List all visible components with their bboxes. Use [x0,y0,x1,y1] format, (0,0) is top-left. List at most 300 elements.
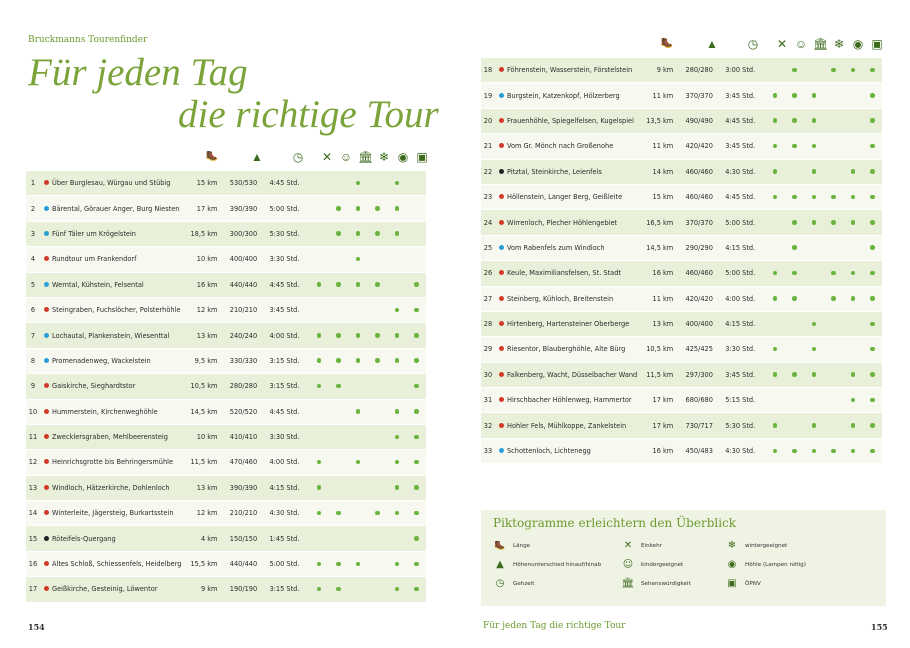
tour-elevation: 370/370 [673,83,725,108]
feature-dot [831,449,836,454]
feature-dot [336,511,341,516]
tour-duration: 4:00 Std. [725,287,765,312]
feature-dot [356,460,361,465]
tour-row [481,261,882,286]
footer-title: Für jeden Tag die richtige Tour [483,621,626,631]
tour-number: 6 [26,298,40,323]
feature-dot [870,118,875,123]
tour-number: 29 [481,337,495,362]
tour-row [26,501,426,526]
column-icons-left [0,150,455,168]
feature-dot [336,282,341,287]
tour-elevation: 280/280 [217,374,269,399]
feature-dot [356,333,361,338]
difficulty-dot [44,256,49,261]
tour-number: 11 [26,425,40,450]
feature-dot [773,449,778,454]
tour-number: 13 [26,476,40,501]
difficulty-dot [499,169,504,174]
feature-dot [792,93,797,98]
feature-dot [870,372,875,377]
feature-dot [356,282,361,287]
tour-number: 27 [481,287,495,312]
feature-dot [395,308,400,313]
feature-dot [414,511,419,516]
tour-row [26,552,426,577]
feature-dot [870,195,875,200]
tour-number: 2 [26,196,40,221]
smiley-icon: ☺ [794,37,808,51]
tour-length: 15 km [181,171,217,196]
tour-elevation: 410/410 [217,425,269,450]
feature-dot [851,68,856,73]
difficulty-dot [44,510,49,515]
feature-dot [812,93,817,98]
feature-dot [773,296,778,301]
tour-number: 32 [481,413,495,438]
feature-dot [414,333,419,338]
tour-name: Hohler Fels, Mühlkoppe, Zankelstein [507,413,637,438]
tour-name: Geißkirche, Gesteinig, Löwentor [52,577,181,602]
tour-row [26,349,426,374]
feature-dot [375,231,380,236]
feature-dot [375,333,380,338]
difficulty-dot [44,561,49,566]
legend-title: Piktogramme erleichtern den Überblick [493,516,737,530]
tour-row [26,298,426,323]
tour-elevation: 530/530 [217,171,269,196]
tour-elevation: 460/460 [673,160,725,185]
tour-name: Zwecklersgraben, Mehlbeerensteig [52,425,181,450]
feature-dot [870,245,875,250]
tour-elevation: 440/440 [217,552,269,577]
tour-length: 13 km [181,323,217,348]
tour-elevation: 730/717 [673,413,725,438]
difficulty-dot [499,220,504,225]
tour-duration: 5:15 Std. [725,388,765,413]
tour-number: 22 [481,160,495,185]
tour-length: 17 km [181,196,217,221]
tour-elevation: 150/150 [217,526,269,551]
feature-dot [812,449,817,454]
feature-dot [812,322,817,327]
feature-dot [336,333,341,338]
tour-duration: 4:00 Std. [269,323,309,348]
tour-duration: 5:30 Std. [725,413,765,438]
tour-row [481,134,882,159]
tour-name: Wirrenloch, Plecher Höhlengebiet [507,210,637,235]
tour-name: Hummerstein, Kirchenweghöhle [52,400,181,425]
feature-dot [773,169,778,174]
tour-duration: 3:45 Std. [725,83,765,108]
tour-number: 8 [26,349,40,374]
tour-row [26,425,426,450]
feature-dot [375,206,380,211]
feature-dot [812,423,817,428]
feature-dot [773,347,778,352]
tour-duration: 4:45 Std. [725,185,765,210]
tour-length: 9 km [637,58,673,83]
feature-dot [356,231,361,236]
tour-duration: 3:00 Std. [725,58,765,83]
tour-row [481,413,882,438]
tour-name: Höllenstein, Langer Berg, Geißleite [507,185,637,210]
temple-icon: 🏛 [358,150,374,164]
tour-number: 15 [26,526,40,551]
difficulty-dot [499,118,504,123]
tour-duration: 4:45 Std. [725,109,765,134]
tour-number: 3 [26,222,40,247]
tour-duration: 4:45 Std. [269,400,309,425]
feature-dot [792,271,797,276]
tour-length: 11,5 km [637,363,673,388]
tour-duration: 3:30 Std. [269,425,309,450]
legend-item [621,578,741,590]
difficulty-dot [44,206,49,211]
feature-dot [395,587,400,592]
mountain-icon: ▲ [496,559,504,570]
tour-duration: 3:15 Std. [269,374,309,399]
feature-dot [336,206,341,211]
feature-dot [792,245,797,250]
difficulty-dot [499,93,504,98]
tour-length: 13,5 km [637,109,673,134]
tour-length: 10,5 km [637,337,673,362]
snowflake-icon: ❄ [378,150,390,164]
tour-duration: 4:30 Std. [725,160,765,185]
tour-number: 1 [26,171,40,196]
feature-dot [317,460,322,465]
tour-number: 25 [481,236,495,261]
tour-elevation: 280/280 [673,58,725,83]
tour-elevation: 210/210 [217,501,269,526]
feature-dot [414,358,419,363]
difficulty-dot [499,143,504,148]
bus-icon: ▣ [727,578,737,589]
feature-dot [812,347,817,352]
legend-label: Einkehr [641,543,662,549]
tour-row [26,526,426,551]
tour-duration: 5:00 Std. [725,210,765,235]
feature-dot [356,358,361,363]
feature-dot [812,195,817,200]
legend-label: Gehzeit [513,581,535,587]
tour-number: 12 [26,450,40,475]
tour-number: 26 [481,261,495,286]
feature-dot [336,384,341,389]
hiker-distance-icon: 🥾 [660,38,674,49]
feature-dot [831,195,836,200]
tour-row [26,196,426,221]
title-line-2: die richtige Tour [178,93,439,136]
legend-item [725,540,875,552]
feature-dot [792,220,797,225]
feature-dot [414,485,419,490]
tour-row [26,273,426,298]
tour-row [481,109,882,134]
feature-dot [356,206,361,211]
smiley-icon: ☺ [622,559,634,570]
mountain-icon: ▲ [706,37,718,51]
tour-duration: 4:15 Std. [725,312,765,337]
tour-number: 21 [481,134,495,159]
tour-elevation: 330/330 [217,349,269,374]
tour-name: Frauenhöhle, Spiegelfelsen, Kugelspiel [507,109,637,134]
tour-duration: 3:15 Std. [269,577,309,602]
tour-duration: 4:15 Std. [725,236,765,261]
feature-dot [792,144,797,149]
feature-dot [851,372,856,377]
tour-elevation: 240/240 [217,323,269,348]
feature-dot [851,449,856,454]
feature-dot [317,358,322,363]
tour-duration: 5:00 Std. [269,552,309,577]
feature-dot [870,144,875,149]
tour-duration: 3:30 Std. [725,337,765,362]
tour-length: 9 km [181,577,217,602]
feature-dot [336,587,341,592]
tour-name: Gaiskirche, Sieghardtstor [52,374,181,399]
feature-dot [375,511,380,516]
feature-dot [395,485,400,490]
feature-dot [792,118,797,123]
clock-icon: ◷ [747,37,759,51]
tour-duration: 5:00 Std. [725,261,765,286]
tour-row [481,363,882,388]
tour-length: 14 km [637,160,673,185]
difficulty-dot [499,321,504,326]
tour-name: Über Burglesau, Würgau und Stübig [52,171,181,196]
difficulty-dot [499,397,504,402]
tour-elevation: 210/210 [217,298,269,323]
tour-elevation: 680/680 [673,388,725,413]
feature-dot [336,231,341,236]
legend-item [493,540,613,552]
feature-dot [773,372,778,377]
feature-dot [773,93,778,98]
tour-name: Falkenberg, Wacht, Düsselbacher Wand [507,363,637,388]
tour-length: 4 km [181,526,217,551]
fork-knife-icon: ✕ [623,540,633,551]
tour-length: 13 km [181,476,217,501]
tour-name: Hirschbacher Höhlenweg, Hammertor [507,388,637,413]
feature-dot [870,220,875,225]
tour-name: Winterleite, Jägersteig, Burkartsstein [52,501,181,526]
feature-dot [851,423,856,428]
tour-elevation: 460/460 [673,185,725,210]
fork-knife-icon: ✕ [321,150,333,164]
tour-elevation: 297/300 [673,363,725,388]
feature-dot [336,562,341,567]
feature-dot [851,398,856,403]
feature-dot [792,372,797,377]
tour-length: 16,5 km [637,210,673,235]
tour-length: 12 km [181,298,217,323]
feature-dot [395,409,400,414]
tour-row [26,247,426,272]
feature-dot [356,181,361,186]
feature-dot [831,296,836,301]
difficulty-dot [499,194,504,199]
tour-duration: 5:00 Std. [269,196,309,221]
tour-elevation: 400/400 [673,312,725,337]
tour-number: 14 [26,501,40,526]
feature-dot [356,409,361,414]
feature-dot [812,169,817,174]
feature-dot [831,271,836,276]
feature-dot [375,282,380,287]
feature-dot [395,435,400,440]
tour-length: 15 km [637,185,673,210]
feature-dot [831,220,836,225]
tour-length: 11 km [637,287,673,312]
feature-dot [831,68,836,73]
tour-name: Hirtenberg, Hartensteiner Oberberge [507,312,637,337]
feature-dot [870,93,875,98]
tour-row [26,577,426,602]
tour-row [26,476,426,501]
feature-dot [773,423,778,428]
feature-dot [414,587,419,592]
feature-dot [395,460,400,465]
difficulty-dot [499,346,504,351]
difficulty-dot [44,485,49,490]
cave-icon: ◉ [397,150,409,164]
tour-number: 23 [481,185,495,210]
title-line-1: Für jeden Tag [28,51,248,94]
column-icons-right [455,37,910,55]
tour-length: 11,5 km [181,450,217,475]
difficulty-dot [44,536,49,541]
tour-length: 10,5 km [181,374,217,399]
tour-elevation: 520/520 [217,400,269,425]
feature-dot [792,68,797,73]
temple-icon: 🏛 [813,37,829,51]
difficulty-dot [499,245,504,250]
tour-name: Heinrichsgrotte bis Behringersmühle [52,450,181,475]
feature-dot [414,536,419,541]
tour-name: Riesentor, Blauberghöhle, Alte Bürg [507,337,637,362]
tour-row [26,171,426,196]
difficulty-dot [44,180,49,185]
tour-elevation: 390/390 [217,196,269,221]
feature-dot [317,587,322,592]
tour-number: 16 [26,552,40,577]
tour-row [481,439,882,464]
tour-name: Altes Schloß, Schiessenfels, Heidelberg [52,552,181,577]
feature-dot [851,169,856,174]
feature-dot [336,358,341,363]
tour-elevation: 190/190 [217,577,269,602]
running-head: Bruckmanns Tourenfinder [28,35,148,45]
feature-dot [870,296,875,301]
cave-icon: ◉ [852,37,864,51]
tour-length: 16 km [637,439,673,464]
tour-name: Föhrenstein, Wasserstein, Förstelstein [507,58,637,83]
tour-elevation: 420/420 [673,134,725,159]
tour-elevation: 300/300 [217,222,269,247]
difficulty-dot [499,296,504,301]
tour-length: 18,5 km [181,222,217,247]
feature-dot [414,460,419,465]
tour-row [481,312,882,337]
tour-length: 14,5 km [637,236,673,261]
tour-duration: 4:30 Std. [269,501,309,526]
tour-number: 4 [26,247,40,272]
tour-number: 17 [26,577,40,602]
difficulty-dot [44,333,49,338]
tour-row [481,388,882,413]
difficulty-dot [499,372,504,377]
feature-dot [870,169,875,174]
smiley-icon: ☺ [339,150,353,164]
difficulty-dot [499,67,504,72]
tour-number: 20 [481,109,495,134]
tour-number: 30 [481,363,495,388]
page-title [28,52,439,136]
feature-dot [395,333,400,338]
tour-length: 16 km [637,261,673,286]
legend-item [621,540,741,552]
page-number-right: 155 [871,622,888,632]
difficulty-dot [44,307,49,312]
tour-elevation: 400/400 [217,247,269,272]
feature-dot [870,271,875,276]
tour-duration: 3:45 Std. [725,363,765,388]
tour-row [481,160,882,185]
difficulty-dot [499,270,504,275]
legend-label: kindergeeignet [641,562,684,568]
tour-name: Promenadenweg, Wackelstein [52,349,181,374]
tour-name: Pitztal, Steinkirche, Leienfels [507,160,637,185]
fork-knife-icon: ✕ [776,37,788,51]
tour-elevation: 490/490 [673,109,725,134]
feature-dot [414,282,419,287]
feature-dot [317,282,322,287]
feature-dot [812,118,817,123]
tour-number: 28 [481,312,495,337]
legend-box [481,510,886,606]
tour-duration: 4:45 Std. [269,171,309,196]
tour-name: Burgstein, Katzenkopf, Hölzerberg [507,83,637,108]
tour-row [481,236,882,261]
tour-length: 17 km [637,413,673,438]
tour-row [26,450,426,475]
feature-dot [870,68,875,73]
tour-elevation: 370/370 [673,210,725,235]
cave-icon: ◉ [727,559,737,570]
tour-row [481,337,882,362]
tour-name: Werntal, Kühstein, Felsental [52,273,181,298]
legend-label: Höhenunterschied hinauf/hinab [513,562,602,568]
feature-dot [851,195,856,200]
feature-dot [375,358,380,363]
feature-dot [395,358,400,363]
tour-name: Rundtour um Frankendorf [52,247,181,272]
bus-icon: ▣ [416,150,428,164]
tour-elevation: 420/420 [673,287,725,312]
tour-number: 33 [481,439,495,464]
tour-length: 14,5 km [181,400,217,425]
tour-number: 19 [481,83,495,108]
tour-length: 15,5 km [181,552,217,577]
legend-item [493,578,613,590]
tour-table-right [481,58,882,464]
difficulty-dot [44,282,49,287]
feature-dot [414,435,419,440]
tour-length: 12 km [181,501,217,526]
tour-number: 10 [26,400,40,425]
